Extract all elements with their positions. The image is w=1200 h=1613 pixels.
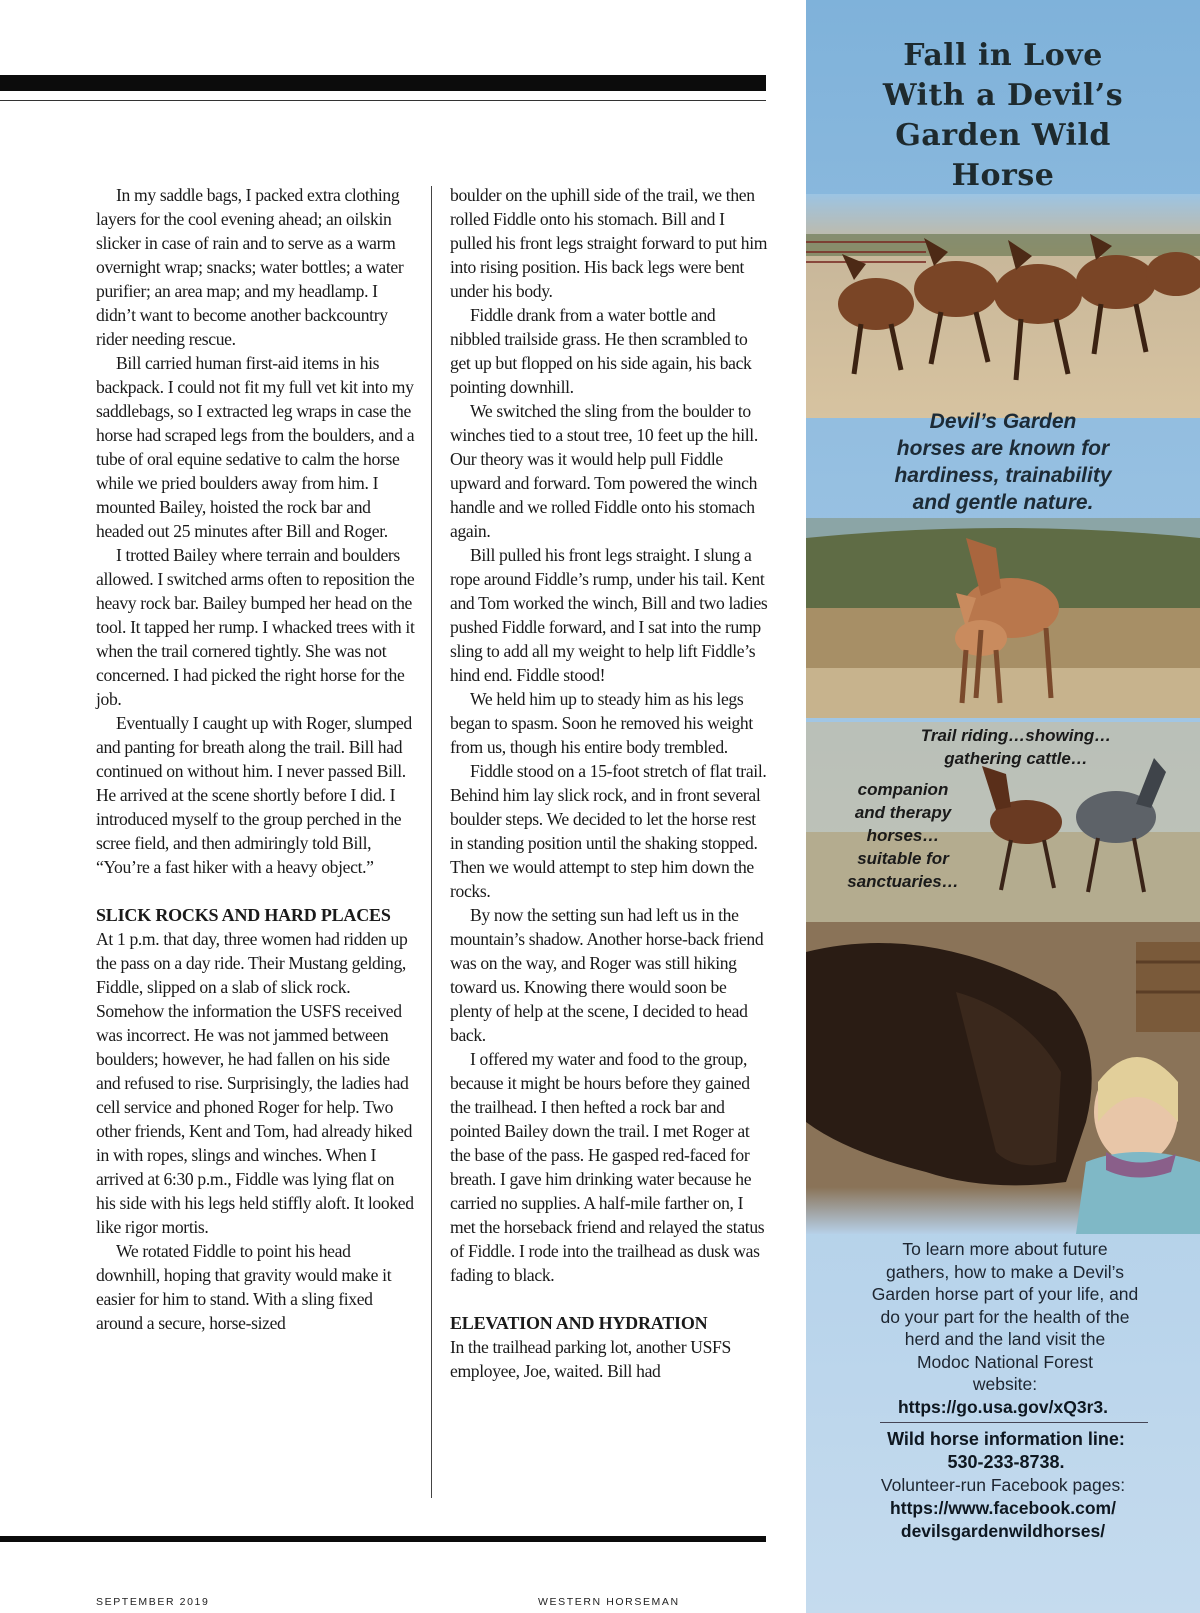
ad-info-line: Garden horse part of your life, and — [871, 1284, 1139, 1304]
paragraph: In my saddle bags, I packed extra clothing layers for the cool evening ahead; an oilskin slicker in case of rain and to serve as a warm overnight wrap; snacks; water bottles; a water purifier; an area map; and my headlamp. I didn’t want to become another backcountry rider needing rescue. — [96, 185, 404, 349]
footer-date: SEPTEMBER 2019 — [96, 1596, 210, 1608]
paragraph: We switched the sling from the boulder to winches tied to a stout tree, 10 feet up the hill. Our theory was it would help pull Fiddle upward and forward. Tom powered the winch handle and we rolled Fiddle onto his stomach again. — [450, 401, 758, 541]
footer-magazine-name: WESTERN HORSEMAN — [538, 1596, 680, 1608]
paragraph: At 1 p.m. that day, three women had ridden up the pass on a day ride. Their Mustang gelding, Fiddle, slipped on a slab of slick rock. Somehow the information the USFS received was incorrect. He was not jammed between boulders; however, he had fallen on his side and refused to rise. Surprisingly, the ladies had cell service and phoned Roger for help. Two other friends, Kent and Tom, had already hiked in with ropes, slings and winches. When I arrived at 6:30 p.m., Fiddle was lying flat on his side with his legs held stiffly aloft. It looked like rigor mortis. — [96, 929, 414, 1237]
ad-info-line: herd and the land visit the — [904, 1329, 1106, 1349]
paragraph: I offered my water and food to the group, because it might be hours before they gained the trailhead. I then hefted a rock bar and pointed Bailey down the trail. I met Roger at the base of the pass. He gasped red-faced for breath. I gave him drinking water because he carried no supplies. A half-mile farther on, I met the horseback friend and relayed the status of Fiddle. I rode into the trailhead as dusk was fading to black. — [450, 1049, 765, 1285]
column-divider — [431, 186, 432, 1498]
devils-garden-advertisement — [806, 0, 1200, 1613]
paragraph: Bill carried human first-aid items in his backpack. I could not fit my full vet kit into my saddlebags, so I extracted leg wraps in case the horse had scraped legs from the boulders, and a tube of oral equine sedative to calm the horse while we pried boulders away from him. I mounted Bailey, hoisted the rock bar and headed out 25 minutes after Bill and Roger. — [96, 353, 415, 541]
ad-phone-info — [846, 1428, 1166, 1474]
forest-website-link[interactable]: https://go.usa.gov/xQ3r3. — [897, 1397, 1109, 1417]
ad-tagline — [806, 408, 1200, 516]
ad-tagline-line: horses are known for — [896, 437, 1110, 460]
ad-phone-number: 530-233-8738. — [947, 1452, 1065, 1472]
bottom-rule — [0, 1536, 766, 1542]
paragraph: I trotted Bailey where terrain and boulders allowed. I switched arms often to reposition the heavy rock bar. Bailey bumped her head on the tool. It tapped her rump. I whacked trees with it when the trail cornered tightly. She was not concerned. I had picked the right horse for the job. — [96, 545, 415, 709]
ad-info-line: Modoc National Forest — [916, 1351, 1094, 1372]
section-heading: ELEVATION AND HYDRATION — [450, 1313, 708, 1333]
mare-and-foal-photo — [806, 518, 1200, 718]
ad-info-line: gathers, how to make a Devil’s — [886, 1261, 1124, 1282]
ad-uses-line: Trail riding…showing… — [920, 726, 1112, 745]
ad-title — [806, 36, 1200, 196]
ad-uses-line: sanctuaries… — [847, 872, 959, 891]
paragraph: Bill pulled his front legs straight. I slung a rope around Fiddle’s rump, under his tail. Kent and Tom worked the winch, Bill and two ladies pushed Fiddle forward, and I sat into the rump sling to add all my weight to help lift Fiddle’s hind end. Fiddle stood! — [450, 545, 768, 685]
ad-uses-line: companion — [857, 780, 949, 799]
ad-uses-line: gathering cattle… — [944, 749, 1088, 768]
paragraph: boulder on the uphill side of the trail, we then rolled Fiddle onto his stomach. Bill and I pulled his front legs straight forward to put him into rising position. His back legs were bent under his body. — [450, 185, 768, 301]
ad-title-line: Fall in Love — [903, 38, 1103, 73]
ad-info-line: do your part for the health of the — [880, 1306, 1130, 1327]
paragraph: Eventually I caught up with Roger, slumped and panting for breath along the trail. Bill had continued on without him. I never passed Bill. He arrived at the scene shortly before I did. I introduced myself to the group perched in the scree field, and then admiringly told Bill, “You’re a fast hiker with a heavy object.” — [96, 713, 412, 877]
article-right-column — [450, 183, 768, 1383]
ad-uses-line: suitable for — [857, 849, 949, 868]
facebook-url-line: devilsgardenwildhorses/ — [900, 1521, 1106, 1541]
ad-info-line: website: — [972, 1374, 1038, 1394]
paragraph: By now the setting sun had left us in the mountain’s shadow. Another horse-back friend was on the way, and Roger was still hiking toward us. Knowing there would soon be plenty of help at the scene, I decided to head back. — [450, 905, 764, 1045]
ad-title-line: With a Devil’s — [882, 78, 1124, 113]
top-rule-thin — [0, 100, 766, 101]
facebook-url-line: https://www.facebook.com/ — [890, 1498, 1116, 1518]
ad-title-line: Garden Wild — [895, 118, 1111, 153]
ad-uses-line: and therapy — [854, 803, 952, 822]
ad-uses-line: horses… — [866, 826, 940, 845]
paragraph: Fiddle drank from a water bottle and nibbled trailside grass. He then scrambled to get up but flopped on his side again, his back pointing downhill. — [450, 305, 752, 397]
ad-tagline-line: and gentle nature. — [912, 491, 1094, 514]
ad-facebook-label: Volunteer-run Facebook pages: — [880, 1475, 1126, 1495]
girl-with-horse-photo — [806, 922, 1200, 1234]
paragraph: In the trailhead parking lot, another USFS employee, Joe, waited. Bill had — [450, 1337, 731, 1381]
facebook-page-link[interactable] — [806, 1497, 1200, 1543]
ad-uses-text-left — [828, 778, 978, 893]
ad-tagline-line: Devil’s Garden — [929, 410, 1077, 433]
ad-info-line: To learn more about future — [902, 1239, 1108, 1259]
ad-info-text — [830, 1238, 1180, 1396]
paragraph: We rotated Fiddle to point his head downhill, hoping that gravity would make it easier for him to stand. With a sling fixed around a secure, horse-sized — [96, 1241, 392, 1333]
herd-running-photo — [806, 194, 1200, 418]
section-heading: SLICK ROCKS AND HARD PLACES — [96, 905, 391, 925]
paragraph: We held him up to steady him as his legs began to spasm. Soon he removed his weight from us, though his entire body trembled. — [450, 689, 753, 757]
paragraph: Fiddle stood on a 15-foot stretch of flat trail. Behind him lay slick rock, and in front several boulder steps. We decided to let the horse rest in standing position until the shaking stopped. Then we would attempt to step him down the rocks. — [450, 761, 767, 901]
ad-separator — [880, 1422, 1148, 1423]
ad-title-line: Horse — [951, 158, 1055, 193]
ad-tagline-line: hardiness, trainability — [894, 464, 1112, 487]
top-rule-thick — [0, 75, 766, 91]
ad-uses-text — [846, 724, 1186, 770]
ad-phone-label: Wild horse information line: — [887, 1429, 1125, 1449]
article-left-column — [96, 183, 416, 1335]
